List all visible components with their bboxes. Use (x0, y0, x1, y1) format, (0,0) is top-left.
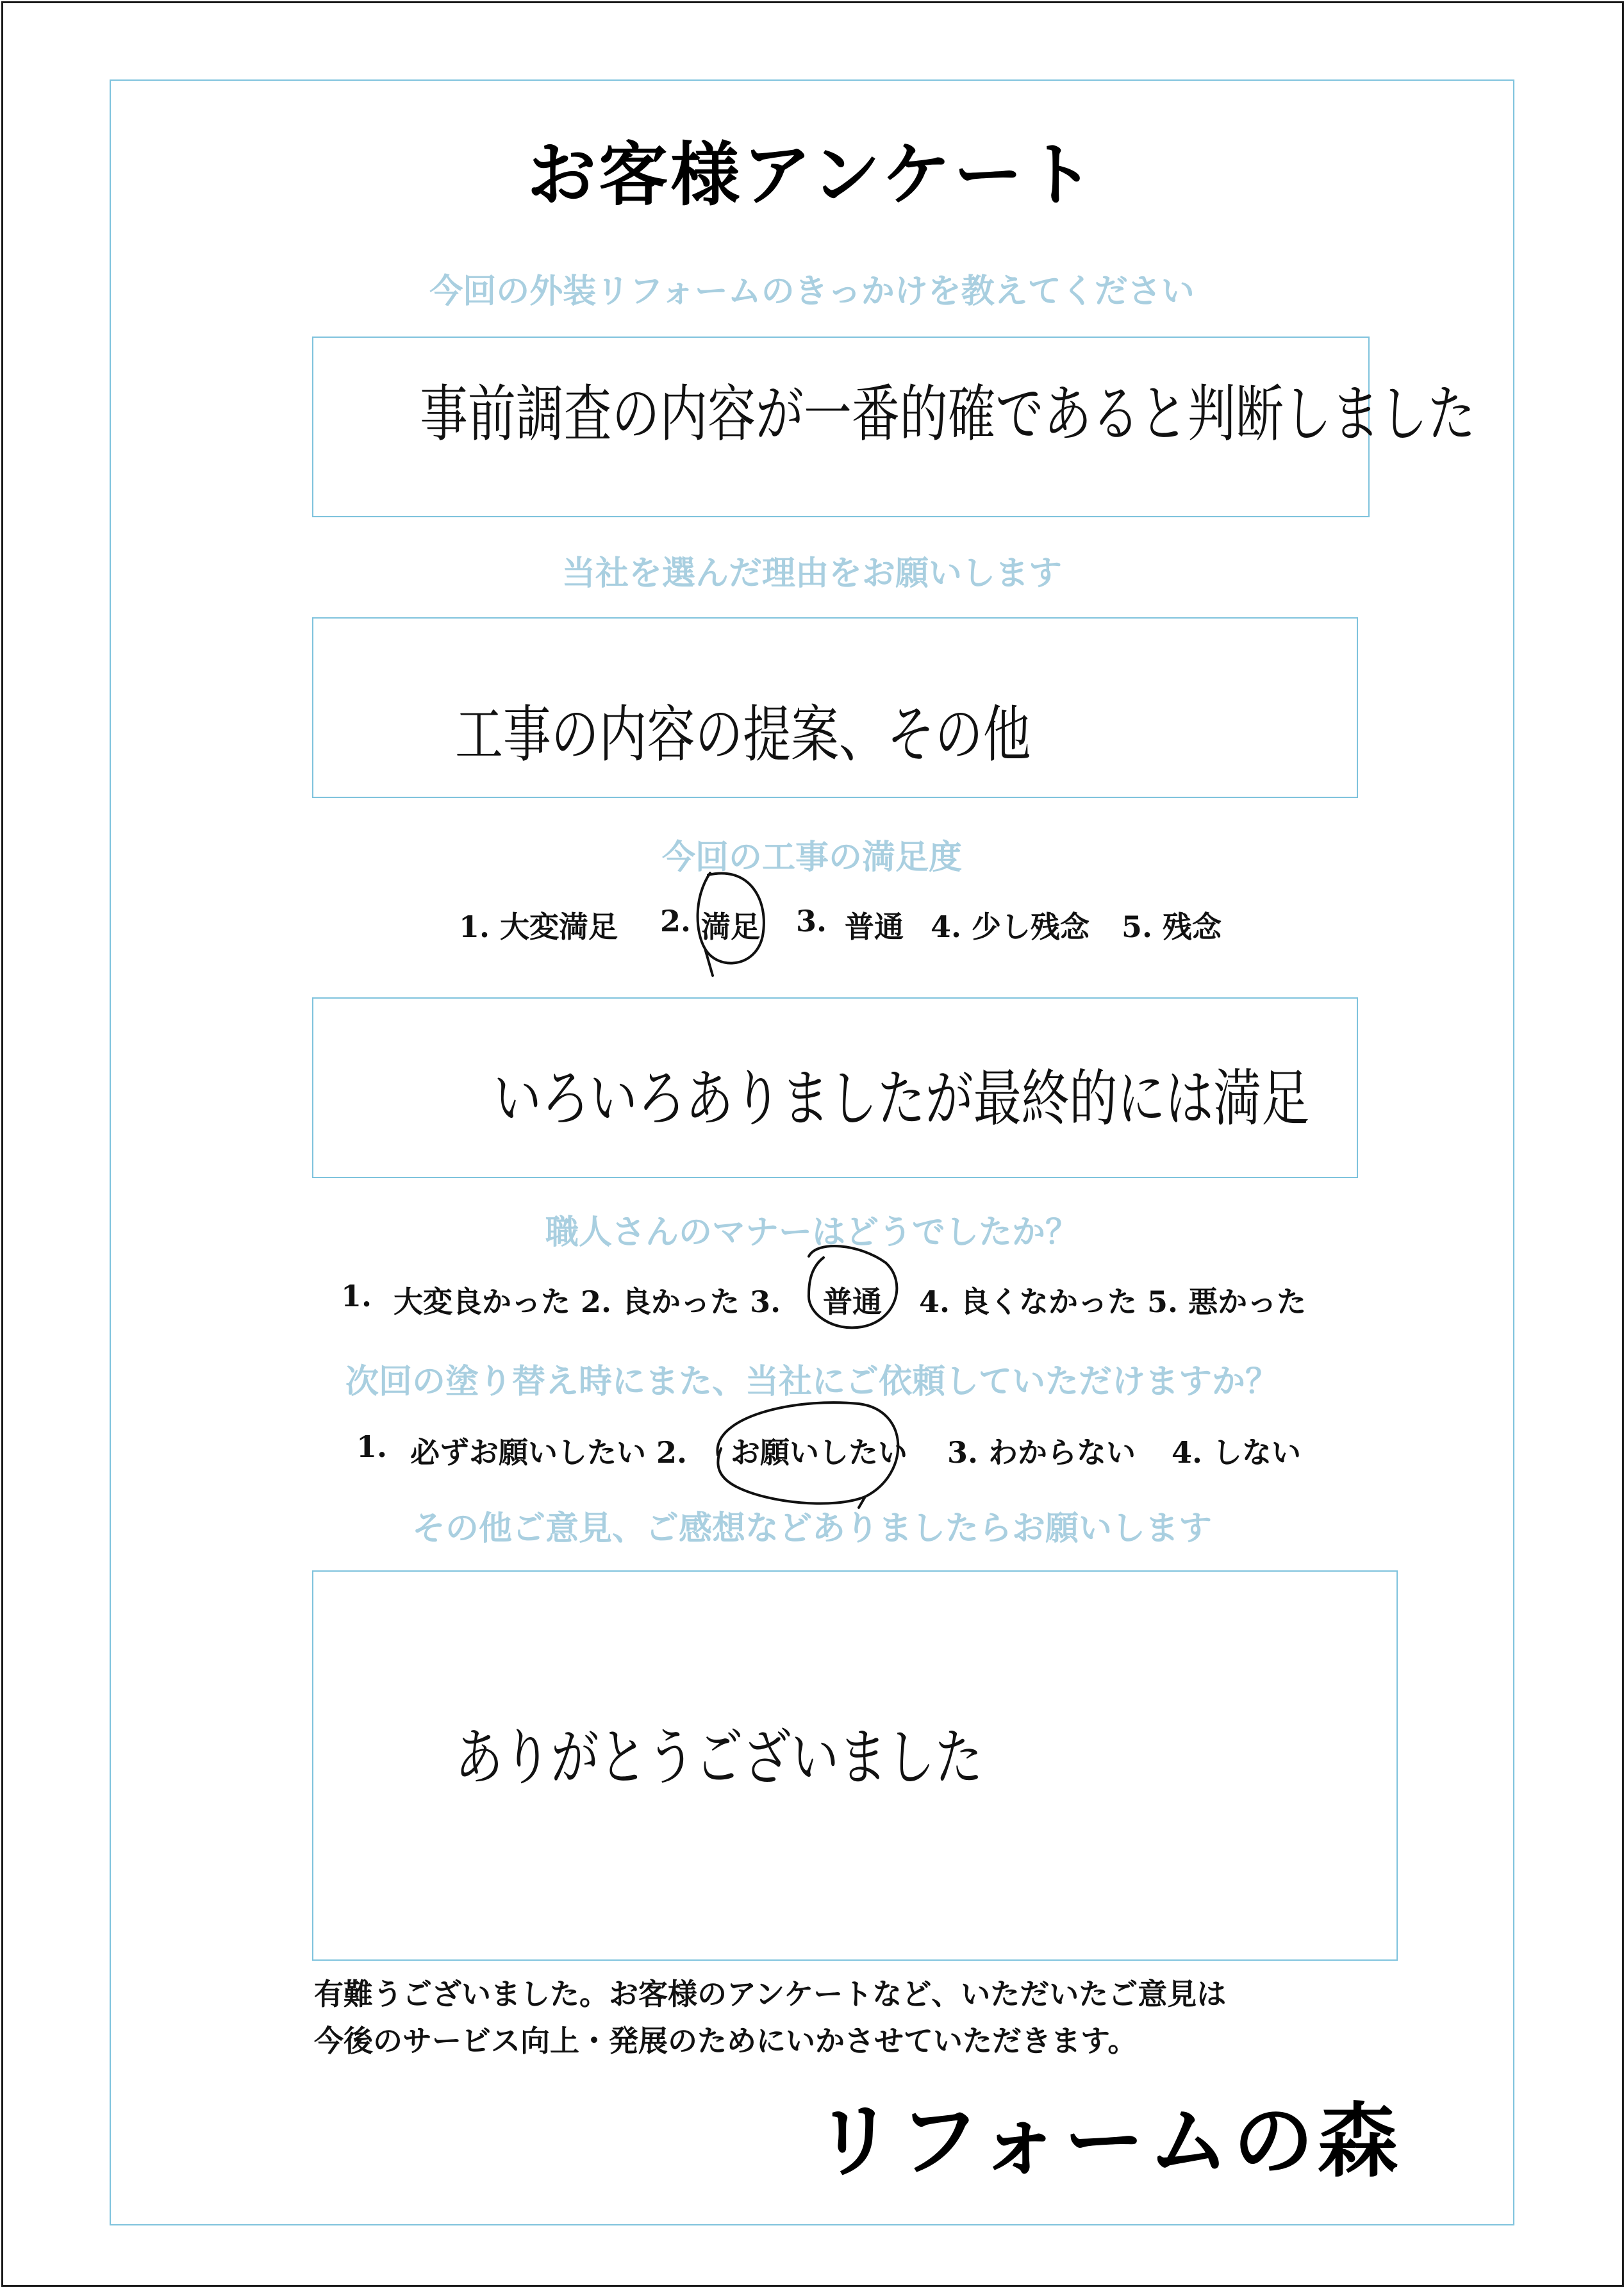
satisfaction-option-3-number: 3. (796, 904, 827, 938)
request-option-1-number: 1. (356, 1429, 388, 1464)
request-option-3: 3. わからない (947, 1435, 1136, 1470)
question-reason: 当社を選んだ理由をお願いします (561, 554, 1062, 593)
manner-option-3-label: 普通 (823, 1285, 882, 1319)
satisfaction-circle-mark (698, 873, 764, 976)
satisfaction-option-2-number: 2. (660, 904, 692, 938)
answer-other-comments: ありがとうございました (455, 1722, 983, 1793)
manner-option-1-number: 1. (341, 1279, 372, 1313)
satisfaction-option-5: 5. 残念 (1122, 910, 1222, 944)
manner-circle-mark (809, 1246, 897, 1327)
closing-line-1: 有難うございました。お客様のアンケートなど、いただいたご意見は (314, 1977, 1227, 2011)
company-logo: リフォームの森 (814, 2094, 1402, 2188)
manner-options-1-3: 大変良かった 2. 良かった 3. (394, 1285, 781, 1319)
question-satisfaction: 今回の工事の満足度 (661, 838, 962, 877)
request-option-2-label: お願いしたい (731, 1435, 907, 1470)
satisfaction-option-1: 1. 大変満足 (459, 910, 618, 944)
question-next-request: 次回の塗り替え時にまた、当社にご依頼していただけますか？ (345, 1363, 1279, 1401)
request-options-1-2: 必ずお願いしたい 2. (410, 1435, 688, 1470)
question-manner: 職人さんのマナーはどうでしたか？ (545, 1213, 1079, 1252)
survey-title: お客様アンケート (527, 135, 1097, 215)
satisfaction-option-4: 4. 少し残念 (931, 910, 1090, 944)
request-option-4: 4. しない (1172, 1435, 1302, 1470)
satisfaction-option-2-label: 満足 (701, 910, 760, 944)
closing-line-2: 今後のサービス向上・発展のためにいかさせていただきます。 (314, 2024, 1138, 2058)
satisfaction-option-3-label: 普通 (845, 910, 904, 944)
request-circle-mark (717, 1402, 898, 1508)
question-other-comments: その他ご意見、ご感想などありましたらお願いします (411, 1509, 1212, 1548)
answer-satisfaction-comment: いろいろありましたが最終的には満足 (493, 1063, 1309, 1135)
answer-reform-trigger: 事前調査の内容が一番的確であると判断しました (420, 378, 1476, 450)
question-reform-trigger: 今回の外装リフォームのきっかけを教えてください (429, 272, 1195, 311)
manner-options-4-5: 4. 良くなかった 5. 悪かった (919, 1285, 1307, 1319)
answer-reason: 工事の内容の提案、その他 (455, 699, 1031, 770)
